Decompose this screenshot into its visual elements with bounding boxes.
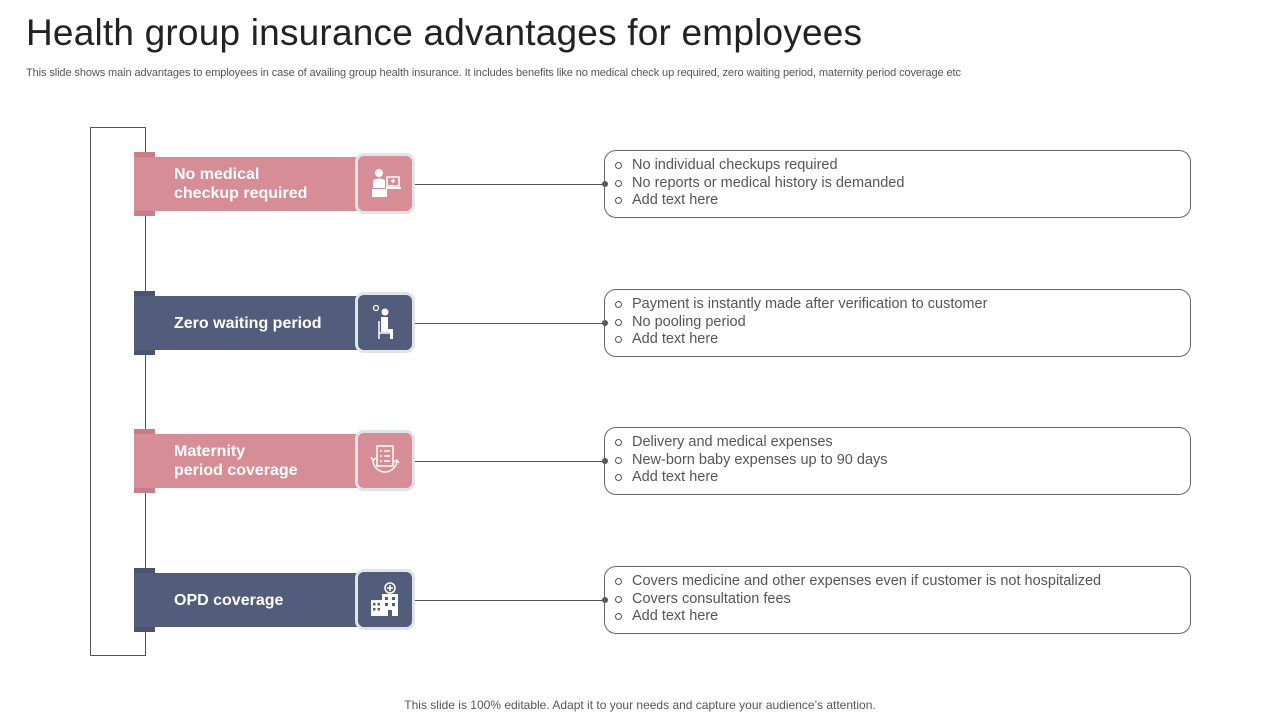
checklist-cycle-icon: [355, 430, 415, 491]
list-item: New-born baby expenses up to 90 days: [615, 452, 1180, 470]
advantage-label: No medical checkup required: [174, 166, 308, 202]
bullet-circle-icon: [615, 162, 622, 169]
connector-line: [415, 184, 605, 185]
list-item: Add text here: [615, 192, 1180, 210]
advantage-row-zero-waiting: [0, 291, 1280, 361]
bullet-circle-icon: [615, 301, 622, 308]
advantage-row-no-medical: [0, 152, 1280, 222]
list-item: Covers medicine and other expenses even if customer is not hospitalized: [615, 573, 1180, 591]
list-item: Payment is instantly made after verification to customer: [615, 296, 1180, 314]
advantage-label-band: [134, 296, 374, 350]
bullet-circle-icon: [615, 613, 622, 620]
hospital-building-icon: [355, 569, 415, 630]
bullet-circle-icon: [615, 457, 622, 464]
connector-line: [415, 461, 605, 462]
bullet-circle-icon: [615, 197, 622, 204]
slide-subtitle: This slide shows main advantages to employees in case of availing group health insurance. It includes benefits like no medical check up required, zero waiting period, maternity period coverage etc: [26, 67, 961, 79]
advantage-label-band: [134, 157, 374, 211]
bullet-circle-icon: [615, 180, 622, 187]
bullet-circle-icon: [615, 439, 622, 446]
connector-line: [415, 323, 605, 324]
advantage-label: Maternity period coverage: [174, 443, 298, 479]
bullet-circle-icon: [615, 319, 622, 326]
list-item: Add text here: [615, 608, 1180, 626]
seated-person-icon: [355, 292, 415, 353]
advantage-details-card: [604, 427, 1191, 495]
bullet-circle-icon: [615, 596, 622, 603]
slide-footer: This slide is 100% editable. Adapt it to your needs and capture your audience’s attention.: [404, 698, 876, 712]
bullet-circle-icon: [615, 336, 622, 343]
list-item: Add text here: [615, 469, 1180, 487]
advantage-label-band: [134, 434, 374, 488]
list-item: No reports or medical history is demanded: [615, 175, 1180, 193]
advantage-label: Zero waiting period: [174, 314, 322, 332]
slide-title: Health group insurance advantages for employees: [26, 12, 863, 53]
advantage-details-card: [604, 566, 1191, 634]
list-item: Delivery and medical expenses: [615, 434, 1180, 452]
list-item: Add text here: [615, 331, 1180, 349]
list-item: No individual checkups required: [615, 157, 1180, 175]
list-item: Covers consultation fees: [615, 591, 1180, 609]
list-item: No pooling period: [615, 314, 1180, 332]
advantage-row-maternity: [0, 429, 1280, 499]
bullet-circle-icon: [615, 578, 622, 585]
connector-line: [415, 600, 605, 601]
advantage-details-card: [604, 289, 1191, 357]
advantage-row-opd: [0, 568, 1280, 638]
bullet-circle-icon: [615, 474, 622, 481]
advantage-details-card: [604, 150, 1191, 218]
doctor-at-desk-icon: [355, 153, 415, 214]
advantage-label: OPD coverage: [174, 591, 284, 609]
advantage-label-band: [134, 573, 374, 627]
